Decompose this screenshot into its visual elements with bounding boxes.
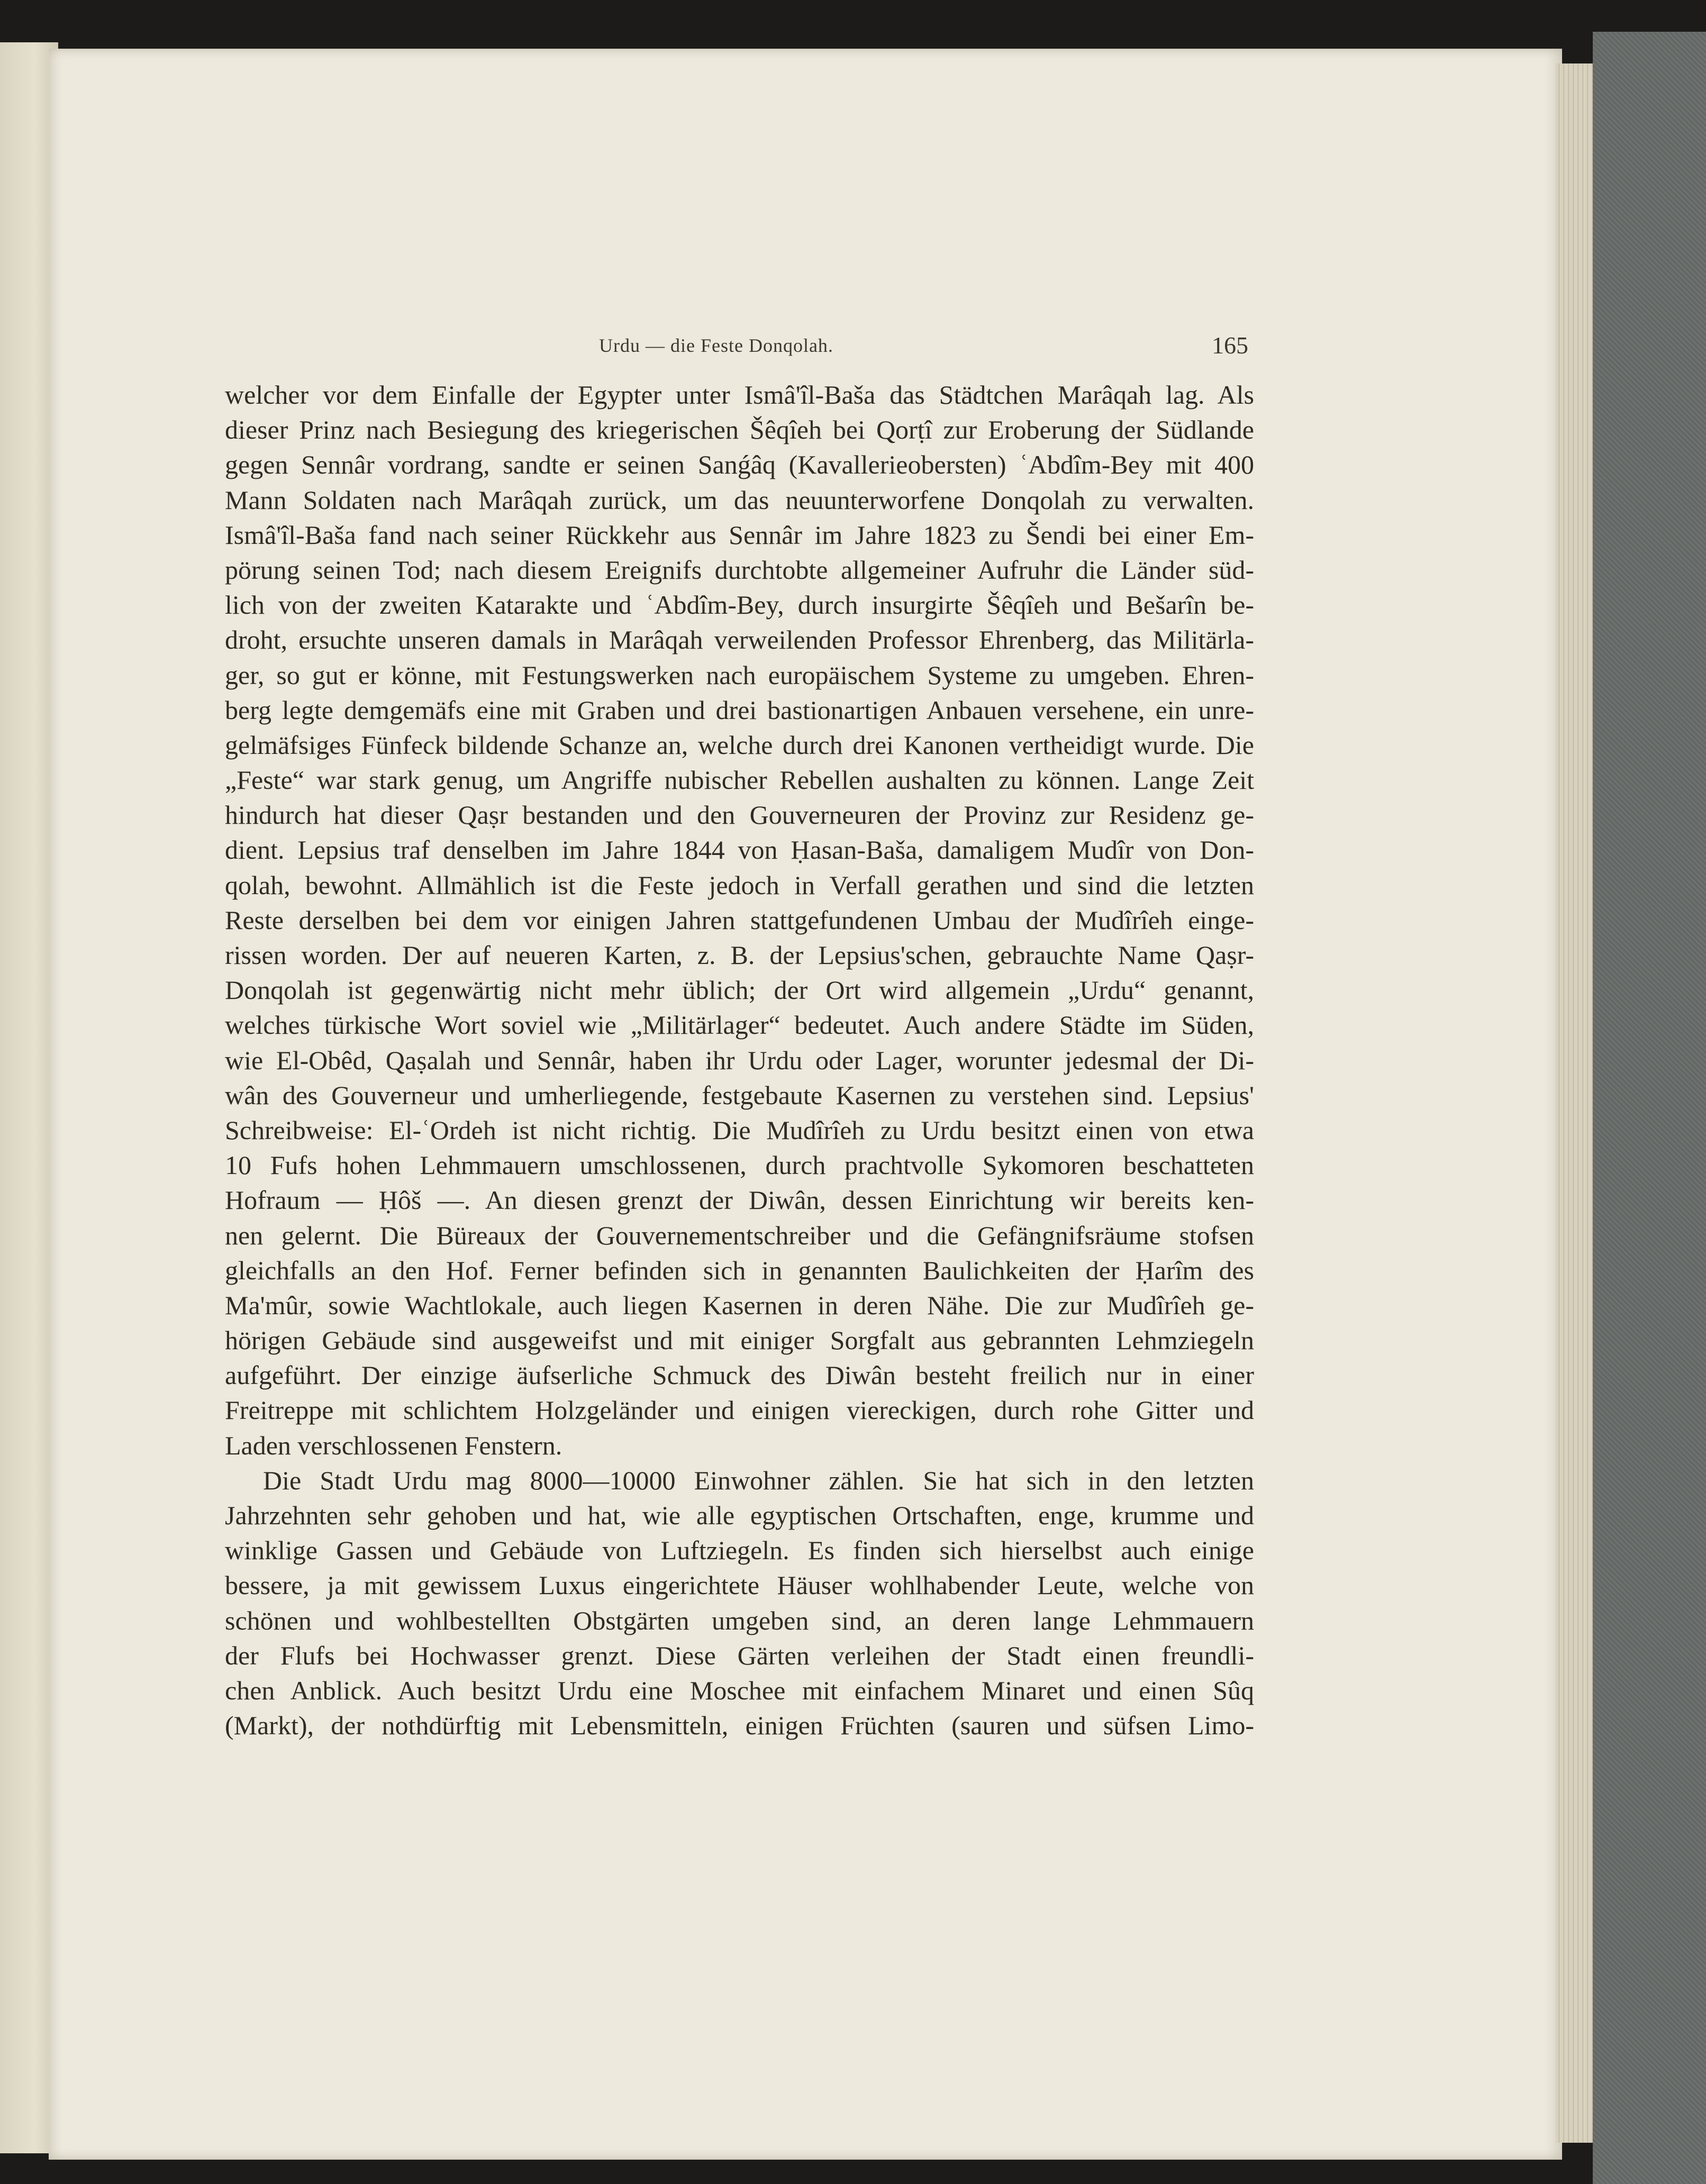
- page-edges: [1556, 63, 1593, 2143]
- page-number: 165: [1212, 332, 1248, 359]
- text-line: aufgeführt. Der einzige äufserliche Schmuck des Diwân besteht freilich nur in einer: [225, 1360, 1254, 1390]
- text-line: rissen worden. Der auf neueren Karten, z. B. der Lepsius'schen, gebrauchte Name Qaṣr-: [225, 940, 1254, 970]
- text-line: gegen Sennâr vordrang, sandte er seinen Sanǵâq (Kavallerieobersten) ʿAbdîm-Bey mit 400: [225, 450, 1254, 480]
- text-line-paragraph-start: Die Stadt Urdu mag 8000—10000 Einwohner zählen. Sie hat sich in den letzten: [263, 1465, 1254, 1495]
- body-text: [225, 377, 1254, 1743]
- text-line: pörung seinen Tod; nach diesem Ereignifs durchtobte allgemeiner Aufruhr die Länder süd-: [225, 554, 1254, 585]
- text-line: Jahrzehnten sehr gehoben und hat, wie alle egyptischen Ortschaften, enge, krumme und: [225, 1500, 1254, 1530]
- text-line: lich von der zweiten Katarakte und ʿAbdîm-Bey, durch insurgirte Šêqîeh und Bešarîn be-: [225, 590, 1254, 620]
- text-line: hindurch hat dieser Qaṣr bestanden und den Gouverneuren der Provinz zur Residenz ge-: [225, 800, 1254, 830]
- text-line: schönen und wohlbestellten Obstgärten umgeben sind, an deren lange Lehmmauern: [225, 1605, 1254, 1635]
- text-line: wân des Gouverneur und umherliegende, festgebaute Kasernen zu verstehen sind. Lepsius': [225, 1080, 1254, 1110]
- text-line: gelmäfsiges Fünfeck bildende Schanze an, welche durch drei Kanonen vertheidigt wurde. Die: [225, 730, 1254, 760]
- text-line: hörigen Gebäude sind ausgeweifst und mit einiger Sorgfalt aus gebrannten Lehmziegeln: [225, 1325, 1254, 1355]
- text-line: Freitreppe mit schlichtem Holzgeländer und einigen viereckigen, durch rohe Gitter und: [225, 1395, 1254, 1425]
- text-line: gleichfalls an den Hof. Ferner befinden sich in genannten Baulichkeiten der Ḥarîm des: [225, 1255, 1254, 1285]
- text-line: Donqolah ist gegenwärtig nicht mehr üblich; der Ort wird allgemein „Urdu“ genannt,: [225, 975, 1254, 1005]
- text-line: Schreibweise: El-ʿOrdeh ist nicht richtig. Die Mudîrîeh zu Urdu besitzt einen von etwa: [225, 1115, 1254, 1145]
- text-line: der Flufs bei Hochwasser grenzt. Diese Gärten verleihen der Stadt einen freundli-: [225, 1640, 1254, 1670]
- text-line: qolah, bewohnt. Allmählich ist die Feste jedoch in Verfall gerathen und sind die letzten: [225, 870, 1254, 900]
- text-line: (Markt), der nothdürftig mit Lebensmitteln, einigen Früchten (sauren und süfsen Limo-: [225, 1710, 1254, 1741]
- text-line: wie El-Obêd, Qaṣalah und Sennâr, haben ihr Urdu oder Lager, worunter jedesmal der Di-: [225, 1045, 1254, 1075]
- text-line: Hofraum — Ḥôš —. An diesen grenzt der Diwân, dessen Einrichtung wir bereits ken-: [225, 1185, 1254, 1215]
- text-line: 10 Fufs hohen Lehmmauern umschlossenen, durch prachtvolle Sykomoren beschatteten: [225, 1150, 1254, 1180]
- text-line: Reste derselben bei dem vor einigen Jahren stattgefundenen Umbau der Mudîrîeh einge-: [225, 905, 1254, 935]
- text-line: droht, ersuchte unseren damals in Marâqah verweilenden Professor Ehrenberg, das Militärla-: [225, 625, 1254, 655]
- text-line: welches türkische Wort soviel wie „Militärlager“ bedeutet. Auch andere Städte im Süden,: [225, 1010, 1254, 1040]
- running-head: Urdu — die Feste Donqolah.: [599, 335, 833, 356]
- text-line: nen gelernt. Die Büreaux der Gouvernementschreiber und die Gefängnifsräume stofsen: [225, 1220, 1254, 1250]
- text-line: Mann Soldaten nach Marâqah zurück, um das neuunterworfene Donqolah zu verwalten.: [225, 485, 1254, 515]
- text-line: dieser Prinz nach Besiegung des kriegerischen Šêqîeh bei Qorṭî zur Eroberung der Südlande: [225, 415, 1254, 445]
- page-header: [49, 331, 1562, 363]
- text-line: dient. Lepsius traf denselben im Jahre 1844 von Ḥasan-Baša, damaligem Mudîr von Don-: [225, 835, 1254, 865]
- text-line: „Feste“ war stark genug, um Angriffe nubischer Rebellen aushalten zu können. Lange Zeit: [225, 765, 1254, 795]
- text-line: winklige Gassen und Gebäude von Luftziegeln. Es finden sich hierselbst auch einige: [225, 1535, 1254, 1566]
- book-binding: [1593, 32, 1706, 2184]
- text-line: chen Anblick. Auch besitzt Urdu eine Moschee mit einfachem Minaret und einen Sûq: [225, 1675, 1254, 1705]
- text-line: bessere, ja mit gewissem Luxus eingerichtete Häuser wohlhabender Leute, welche von: [225, 1570, 1254, 1600]
- text-line: welcher vor dem Einfalle der Egypter unter Ismâ'îl-Baša das Städtchen Marâqah lag. Als: [225, 380, 1254, 410]
- text-line: berg legte demgemäfs eine mit Graben und drei bastionartigen Anbauen versehene, ein unre-: [225, 695, 1254, 725]
- text-line: ger, so gut er könne, mit Festungswerken nach europäischem Systeme zu umgeben. Ehren-: [225, 660, 1254, 690]
- text-line: Ismâ'îl-Baša fand nach seiner Rückkehr aus Sennâr im Jahre 1823 zu Šendi bei einer Em-: [225, 520, 1254, 550]
- text-line: Ma'mûr, sowie Wachtlokale, auch liegen Kasernen in deren Nähe. Die zur Mudîrîeh ge-: [225, 1290, 1254, 1320]
- text-line-paragraph-end: Laden verschlossenen Fenstern.: [225, 1430, 562, 1460]
